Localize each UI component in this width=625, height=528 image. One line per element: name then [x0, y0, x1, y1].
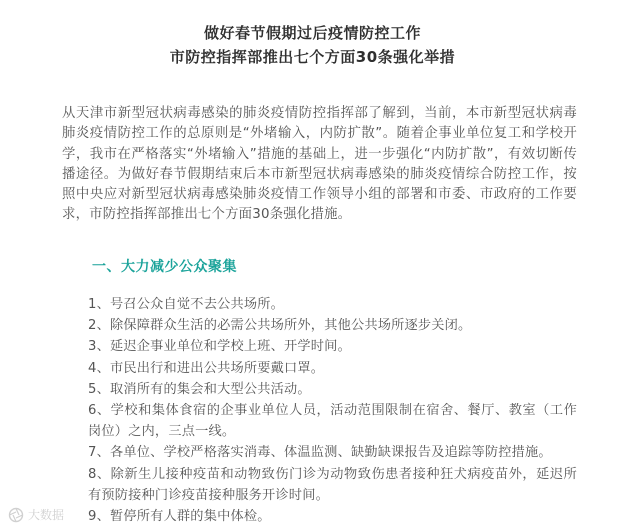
- intro-paragraph: 从天津市新型冠状病毒感染的肺炎疫情防控指挥部了解到，当前，本市新型冠状病毒肺炎疫情防控工作的总原则是“外堵输入，内防扩散”。随着企事业单位复工和学校开学，我市在严格落实“外堵输入”措施的基础上，进一步强化“内防扩散”，有效切断传播途径。为做好春节假期结束后本市新型冠状病毒感染的肺炎疫情综合防控工作，按照中央应对新型冠状病毒感染肺炎疫情工作领导小组的部署和市委、市政府的工作要求，市防控指挥部推出七个方面30条强化措施。: [62, 106, 577, 223]
- list-item: 9、暂停所有人群的集中体检。: [88, 509, 271, 525]
- article-title-line1: 做好春节假期过后疫情防控工作: [203, 24, 421, 42]
- list-item: 2、除保障群众生活的必需公共场所外，其他公共场所逐步关闭。: [88, 318, 472, 334]
- section-heading: 一、大力减少公众聚集: [92, 259, 237, 275]
- watermark-text: 大数据: [28, 508, 65, 522]
- list-item: 6、学校和集体食宿的企事业单位人员，活动范围限制在宿舍、餐厅、教室（工作岗位）之内，三点一线。: [88, 403, 577, 440]
- list-item: 5、取消所有的集会和大型公共活动。: [88, 381, 311, 397]
- list-item: 8、除新生儿接种疫苗和动物致伤门诊为动物致伤患者接种狂犬病疫苗外，延迟所有预防接种门诊疫苗接种服务开诊时间。: [88, 466, 577, 503]
- list-item: 7、各单位、学校严格落实消毒、体温监测、缺勤缺课报告及追踪等防控措施。: [88, 445, 552, 461]
- watermark: [8, 506, 64, 523]
- camera-lens-icon: [8, 507, 24, 523]
- measures-list: [62, 294, 577, 527]
- list-item: 1、号召公众自觉不去公共场所。: [88, 297, 285, 312]
- article-title-line2: 市防控指挥部推出七个方面30条强化举措: [169, 48, 456, 66]
- list-item: 4、市民出行和进出公共场所要戴口罩。: [88, 360, 325, 376]
- list-item: 3、延迟企事业单位和学校上班、开学时间。: [88, 339, 351, 355]
